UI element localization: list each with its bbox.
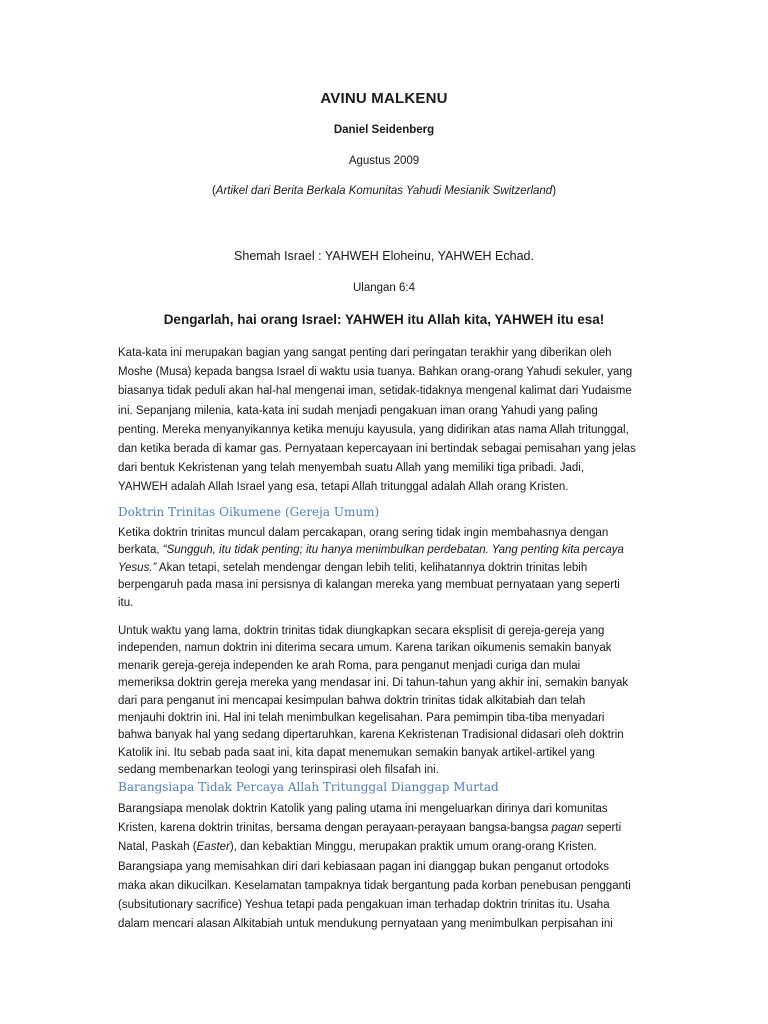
paragraph-line: Moshe (Musa) kepada bangsa Israel di waktu usia tuanya. Bahkan orang-orang Yahudi sekuler, yang — [118, 366, 633, 379]
paragraph-line: dari bentuk Kekristenan yang telah menyembah suatu Allah yang memiliki tiga pribadi. Jadi, — [118, 462, 585, 475]
section-heading-murtad: Barangsiapa Tidak Percaya Allah Tritunggal Dianggap Murtad — [118, 780, 499, 794]
plain-text: Kristen, karena doktrin trinitas, bersama dengan perayaan-perayaan bangsa-bangsa — [118, 822, 552, 835]
scripture-verse: Dengarlah, hai orang Israel: YAHWEH itu Allah kita, YAHWEH itu esa! — [163, 312, 605, 327]
plain-text: berkata, — [118, 544, 163, 557]
paragraph-line: (subsitutionary sacrifice) Yeshua tetapi pada pengakuan iman terhadap doktrin trinitas itu. Usaha — [118, 899, 610, 912]
publication-date: Agustus 2009 — [348, 155, 420, 167]
shemah-line: Shemah Israel : YAHWEH Eloheinu, YAHWEH Echad. — [234, 249, 534, 263]
paragraph-line: Barangsiapa menolak doktrin Katolik yang paling utama ini mengeluarkan dirinya dari komunitas — [118, 803, 608, 815]
author-name: Daniel Seidenberg — [333, 124, 435, 136]
paragraph-line: dan ketika berada di kamar gas. Pernyataan kepercayaan ini bertindak sebagai pemisahan yang jelas — [118, 443, 636, 456]
plain-text: seperti — [583, 822, 622, 835]
paragraph-line: independen, namun doktrin ini diterima secara umum. Karena tarikan oikumenis semakin banyak — [118, 642, 612, 655]
plain-text: Natal, Paskah ( — [118, 841, 197, 854]
paragraph-line: menarik gereja-gereja independen ke arah Roma, para penganut menjadi curiga dan mulai — [118, 659, 581, 672]
trinitas-paragraph-b — [118, 623, 653, 780]
paragraph-line: bahwa banyak hal yang sedang dipertaruhkan, karena Kekristenan Tradisional didasari oleh doktrin — [118, 729, 624, 742]
paragraph-line: biasanya tidak peduli akan hal-hal mengenai iman, setidak-tidaknya mengenal kalimat dari Yudaisme — [118, 385, 632, 398]
italic-quote: Yesus.” — [118, 561, 157, 574]
source-open-paren: ( — [211, 185, 216, 197]
section-heading-trinitas-oikumene: Doktrin Trinitas Oikumene (Gereja Umum) — [118, 505, 380, 519]
plain-text: ), dan kebaktian Minggu, merupakan praktik umum orang-orang Kristen. — [229, 841, 597, 854]
paragraph-line — [118, 838, 653, 857]
document-title: AVINU MALKENU — [320, 90, 448, 107]
intro-paragraph — [118, 344, 653, 498]
paragraph-line: dalam mencari alasan Alkitabiah untuk mendukung pernyataan yang menimbulkan perpisahan ini — [118, 918, 613, 931]
paragraph-line: ini. Sepanjang milenia, kata-kata ini sudah menjadi pengakuan iman orang Yahudi yang paling — [118, 404, 598, 417]
paragraph-line — [118, 542, 653, 559]
paragraph-line: memeriksa doktrin gereja mereka yang mendasar ini. Di tahun-tahun yang akhir ini, semakin banyak — [118, 677, 629, 690]
paragraph-line: maka akan dikucilkan. Keselamatan tampaknya tidak bergantung pada korban penebusan pengganti — [118, 879, 631, 892]
paragraph-line: menjauhi doktrin ini. Hal ini telah menimbulkan kegelisahan. Para pemimpin tiba-tiba menyadari — [118, 712, 605, 725]
italic-quote: “Sungguh, itu tidak penting; itu hanya menimbulkan perdebatan. Yang penting kita percaya — [162, 544, 624, 557]
paragraph-line: penting. Mereka menyanyikannya ketika menuju kayusula, yang didirikan atas nama Allah tritunggal, — [118, 423, 629, 436]
paragraph-line: sedang membenarkan teologi yang terinspirasi oleh filsafah ini. — [118, 764, 439, 777]
italic-word: Easter — [196, 841, 230, 854]
source-close-paren: ) — [552, 185, 557, 197]
paragraph-line: itu. — [118, 596, 134, 609]
paragraph-line: Ketika doktrin trinitas muncul dalam percakapan, orang sering tidak ingin membahasnya dengan — [118, 527, 609, 539]
scripture-reference: Ulangan 6:4 — [352, 282, 416, 294]
paragraph-line: Kata-kata ini merupakan bagian yang sangat penting dari peringatan terakhir yang diberikan oleh — [118, 347, 612, 359]
paragraph-line: YAHWEH adalah Allah Israel yang esa, tetapi Allah tritunggal adalah Allah orang Kristen. — [118, 481, 569, 494]
paragraph-line: Katolik ini. Itu sebab pada saat ini, kita dapat menemukan semakin banyak artikel-artikel yang — [118, 746, 595, 759]
paragraph-line — [118, 560, 653, 577]
paragraph-line: dari para penganut ini mencapai kesimpulan bahwa doktrin trinitas tidak alkitabiah dan telah — [118, 694, 586, 707]
trinitas-paragraph-a — [118, 525, 653, 612]
paragraph-line: berpengaruh pada masa ini persisnya di kalangan mereka yang membuat pernyataan yang seperti — [118, 579, 620, 592]
plain-text: Akan tetapi, setelah mendengar dengan lebih teliti, kelihatannya doktrin trinitas lebih — [156, 561, 588, 574]
paragraph-line: Barangsiapa yang memisahkan diri dari kebiasaan pagan ini dianggap bukan penganut ortodoks — [118, 860, 610, 873]
italic-word: pagan — [551, 822, 584, 835]
source-note — [0, 185, 768, 197]
murtad-paragraph — [118, 800, 653, 934]
source-text: Artikel dari Berita Berkala Komunitas Yahudi Mesianik Switzerland — [215, 185, 553, 197]
paragraph-line — [118, 819, 653, 838]
paragraph-line: Untuk waktu yang lama, doktrin trinitas tidak diungkapkan secara eksplisit di gereja-gereja yang — [118, 625, 605, 637]
